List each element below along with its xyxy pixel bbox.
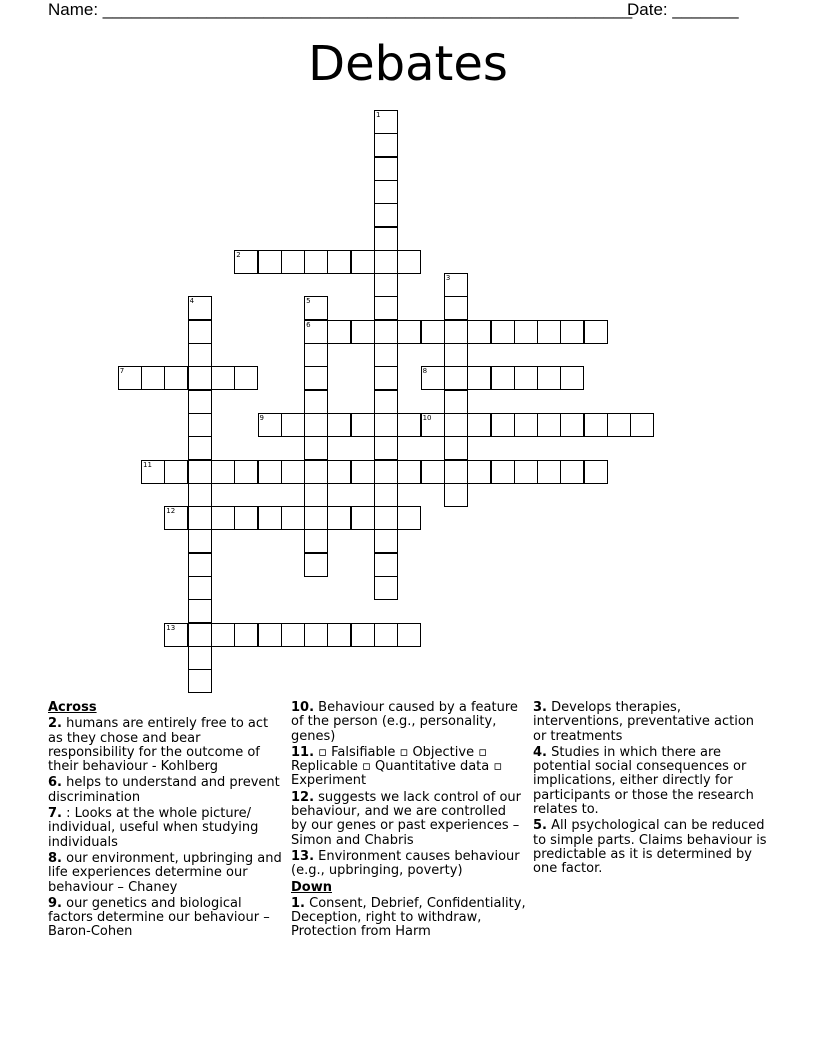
- clue-item: [48, 776, 283, 805]
- clues-column-2: [291, 701, 526, 942]
- grid-cell[interactable]: [164, 366, 188, 390]
- grid-cell[interactable]: [351, 250, 375, 274]
- clues-column-3: [533, 701, 768, 879]
- clue-number: 9: [259, 413, 264, 422]
- grid-cell[interactable]: [327, 506, 351, 530]
- grid-cell[interactable]: [304, 320, 328, 344]
- grid-cell[interactable]: [304, 296, 328, 320]
- clue-item-number: 6.: [48, 775, 62, 791]
- grid-cell[interactable]: [304, 506, 328, 530]
- grid-cell[interactable]: [188, 460, 212, 484]
- grid-cell[interactable]: [374, 227, 398, 251]
- grid-cell[interactable]: [118, 366, 142, 390]
- clue-item-text: Environment causes behaviour (e.g., upbringing, poverty): [291, 848, 520, 879]
- clue-item-text: Consent, Debrief, Confidentiality, Deception, right to withdraw, Protection from Harm: [291, 895, 526, 940]
- grid-cell[interactable]: [351, 460, 375, 484]
- grid-cell[interactable]: [444, 273, 468, 297]
- grid-cell[interactable]: [467, 413, 491, 437]
- grid-cell[interactable]: [164, 623, 188, 647]
- grid-cell[interactable]: [188, 553, 212, 577]
- clue-item: [48, 897, 283, 940]
- grid-cell[interactable]: [374, 273, 398, 297]
- clue-item-text: ▫ Falsifiable ▫ Objective ▫ Replicable ▫ Quantitative data ▫ Experiment: [291, 744, 503, 789]
- clue-item-text: our environment, upbringing and life experiences determine our behaviour – Chaney: [48, 850, 282, 895]
- grid-cell[interactable]: [327, 320, 351, 344]
- grid-cell[interactable]: [188, 436, 212, 460]
- grid-cell[interactable]: [281, 250, 305, 274]
- grid-cell[interactable]: [467, 460, 491, 484]
- grid-cell[interactable]: [188, 390, 212, 414]
- grid-cell[interactable]: [141, 460, 165, 484]
- grid-cell[interactable]: [537, 460, 561, 484]
- grid-cell[interactable]: [514, 320, 538, 344]
- grid-cell[interactable]: [584, 413, 608, 437]
- clue-number: 8: [422, 367, 428, 376]
- clue-item-text: : Looks at the whole picture/ individual, useful when studying individuals: [48, 806, 259, 850]
- grid-cell[interactable]: [491, 460, 515, 484]
- grid-cell[interactable]: [421, 366, 445, 390]
- grid-cell[interactable]: [304, 413, 328, 437]
- clue-item-number: 8.: [48, 850, 62, 866]
- down-heading: Down: [291, 879, 332, 895]
- grid-cell[interactable]: [258, 506, 282, 530]
- clue-item: [291, 791, 526, 848]
- grid-cell[interactable]: [327, 250, 351, 274]
- clue-number: 11: [143, 460, 152, 469]
- grid-cell[interactable]: [560, 460, 584, 484]
- clue-item-number: 5.: [533, 818, 547, 834]
- grid-cell[interactable]: [234, 250, 258, 274]
- clue-item-text: Studies in which there are potential social consequences or implications, either directly for participants or those the research relates to.: [533, 744, 754, 818]
- grid-cell[interactable]: [211, 366, 235, 390]
- clue-item: [291, 850, 526, 879]
- clue-item-number: 2.: [48, 716, 62, 732]
- grid-cell[interactable]: [444, 320, 468, 344]
- clue-item: [533, 701, 768, 744]
- grid-cell[interactable]: [560, 413, 584, 437]
- grid-cell[interactable]: [234, 366, 258, 390]
- grid-cell[interactable]: [467, 366, 491, 390]
- grid-cell[interactable]: [537, 320, 561, 344]
- grid-cell[interactable]: [234, 623, 258, 647]
- grid-cell[interactable]: [351, 413, 375, 437]
- grid-cell[interactable]: [188, 366, 212, 390]
- grid-cell[interactable]: [374, 483, 398, 507]
- grid-cell[interactable]: [188, 413, 212, 437]
- clue-item-text: All psychological can be reduced to simple parts. Claims behaviour is predictable as it is determined by one factor.: [533, 818, 767, 877]
- grid-cell[interactable]: [560, 366, 584, 390]
- grid-cell[interactable]: [327, 460, 351, 484]
- grid-cell[interactable]: [188, 529, 212, 553]
- grid-cell[interactable]: [584, 320, 608, 344]
- clue-item: [48, 807, 283, 850]
- grid-cell[interactable]: [281, 623, 305, 647]
- grid-cell[interactable]: [374, 157, 398, 181]
- grid-cell[interactable]: [374, 553, 398, 577]
- grid-cell[interactable]: [374, 133, 398, 157]
- clue-item-text: suggests we lack control of our behaviour, and we are controlled by our genes or past experiences – Simon and Chabris: [291, 789, 521, 848]
- clue-number: 12: [166, 507, 176, 516]
- grid-cell[interactable]: [421, 320, 445, 344]
- grid-cell[interactable]: [304, 366, 328, 390]
- grid-cell[interactable]: [351, 623, 375, 647]
- grid-cell[interactable]: [188, 623, 212, 647]
- grid-cell[interactable]: [258, 250, 282, 274]
- clue-item: [291, 746, 526, 789]
- clue-number: 1: [376, 111, 381, 119]
- grid-cell[interactable]: [351, 506, 375, 530]
- grid-cell[interactable]: [397, 250, 421, 274]
- clue-item: [48, 717, 283, 774]
- grid-cell[interactable]: [327, 623, 351, 647]
- grid-cell[interactable]: [304, 553, 328, 577]
- clue-item-text: humans are entirely free to act as they chose and bear responsibility for the outcome of their behaviour - Kohlberg: [48, 716, 269, 775]
- clue-item-number: 1.: [291, 895, 305, 911]
- clues-column-1: [48, 701, 283, 942]
- grid-cell[interactable]: [444, 413, 468, 437]
- grid-cell[interactable]: [444, 343, 468, 367]
- grid-cell[interactable]: [397, 506, 421, 530]
- clue-item: [291, 897, 526, 940]
- grid-cell[interactable]: [630, 413, 654, 437]
- grid-cell[interactable]: [258, 623, 282, 647]
- grid-cell[interactable]: [304, 250, 328, 274]
- grid-cell[interactable]: [514, 460, 538, 484]
- grid-cell[interactable]: [374, 436, 398, 460]
- grid-cell[interactable]: [491, 320, 515, 344]
- clue-item: [533, 819, 768, 876]
- grid-cell[interactable]: [234, 506, 258, 530]
- grid-cell[interactable]: [258, 460, 282, 484]
- grid-cell[interactable]: [211, 623, 235, 647]
- clue-item-text: helps to understand and prevent discrimination: [48, 775, 280, 805]
- grid-cell[interactable]: [141, 366, 165, 390]
- grid-cell[interactable]: [397, 413, 421, 437]
- grid-cell[interactable]: [374, 203, 398, 227]
- grid-cell[interactable]: [421, 460, 445, 484]
- clue-item-text: Develops therapies, interventions, preventative action or treatments: [533, 700, 755, 744]
- clue-number: 3: [445, 274, 451, 283]
- grid-cell[interactable]: [374, 460, 398, 484]
- clue-item: [291, 701, 526, 744]
- grid-cell[interactable]: [397, 320, 421, 344]
- grid-cell[interactable]: [164, 460, 188, 484]
- clue-item-number: 9.: [48, 895, 62, 911]
- grid-cell[interactable]: [304, 483, 328, 507]
- grid-cell[interactable]: [374, 110, 398, 134]
- date-field[interactable]: Date: _______: [627, 0, 739, 19]
- grid-cell[interactable]: [374, 180, 398, 204]
- grid-cell[interactable]: [164, 506, 188, 530]
- grid-cell[interactable]: [444, 390, 468, 414]
- clue-item-text: Behaviour caused by a feature of the person (e.g., personality, genes): [291, 700, 518, 744]
- grid-cell[interactable]: [304, 623, 328, 647]
- grid-cell[interactable]: [537, 366, 561, 390]
- across-heading: Across: [48, 700, 97, 715]
- grid-cell[interactable]: [188, 506, 212, 530]
- grid-cell[interactable]: [444, 366, 468, 390]
- clue-number: 10: [422, 413, 432, 422]
- grid-cell[interactable]: [491, 413, 515, 437]
- grid-cell[interactable]: [444, 483, 468, 507]
- grid-cell[interactable]: [374, 296, 398, 320]
- clue-item-number: 3.: [533, 700, 547, 715]
- grid-cell[interactable]: [188, 483, 212, 507]
- page-title: Debates: [308, 36, 508, 92]
- clue-number: 13: [166, 623, 176, 632]
- grid-cell[interactable]: [351, 320, 375, 344]
- grid-cell[interactable]: [211, 460, 235, 484]
- grid-cell[interactable]: [304, 460, 328, 484]
- name-field[interactable]: Name: ________________________________________________________: [48, 0, 633, 19]
- clue-item-number: 7.: [48, 806, 62, 822]
- grid-cell[interactable]: [444, 436, 468, 460]
- grid-cell[interactable]: [211, 506, 235, 530]
- grid-cell[interactable]: [188, 599, 212, 623]
- clue-item-number: 13.: [291, 848, 315, 864]
- grid-cell[interactable]: [258, 413, 282, 437]
- clue-number: 4: [189, 297, 195, 306]
- grid-cell[interactable]: [374, 390, 398, 414]
- clue-item-number: 12.: [291, 789, 315, 805]
- grid-cell[interactable]: [374, 250, 398, 274]
- grid-cell[interactable]: [327, 413, 351, 437]
- clue-item-number: 4.: [533, 744, 547, 760]
- grid-cell[interactable]: [514, 413, 538, 437]
- grid-cell[interactable]: [444, 296, 468, 320]
- grid-cell[interactable]: [281, 413, 305, 437]
- grid-cell[interactable]: [188, 343, 212, 367]
- grid-cell[interactable]: [584, 460, 608, 484]
- clue-item-text: our genetics and biological factors determine our behaviour – Baron-Cohen: [48, 895, 270, 940]
- grid-cell[interactable]: [304, 343, 328, 367]
- grid-cell[interactable]: [374, 320, 398, 344]
- grid-cell[interactable]: [304, 436, 328, 460]
- clue-number: 5: [306, 297, 311, 306]
- grid-cell[interactable]: [188, 296, 212, 320]
- clue-item: [48, 852, 283, 895]
- grid-cell[interactable]: [560, 320, 584, 344]
- grid-cell[interactable]: [234, 460, 258, 484]
- grid-cell[interactable]: [188, 646, 212, 670]
- grid-cell[interactable]: [607, 413, 631, 437]
- grid-cell[interactable]: [374, 413, 398, 437]
- clue-number: 2: [236, 250, 241, 259]
- grid-cell[interactable]: [188, 669, 212, 693]
- grid-cell[interactable]: [537, 413, 561, 437]
- grid-cell[interactable]: [374, 366, 398, 390]
- grid-cell[interactable]: [467, 320, 491, 344]
- grid-cell[interactable]: [421, 413, 445, 437]
- clue-item-number: 11.: [291, 744, 315, 760]
- grid-cell[interactable]: [281, 506, 305, 530]
- grid-cell[interactable]: [374, 506, 398, 530]
- grid-cell[interactable]: [397, 623, 421, 647]
- grid-cell[interactable]: [304, 390, 328, 414]
- clue-item-number: 10.: [291, 700, 315, 715]
- grid-cell[interactable]: [374, 623, 398, 647]
- grid-cell[interactable]: [397, 460, 421, 484]
- grid-cell[interactable]: [514, 366, 538, 390]
- grid-cell[interactable]: [188, 576, 212, 600]
- grid-cell[interactable]: [304, 529, 328, 553]
- grid-cell[interactable]: [374, 529, 398, 553]
- grid-cell[interactable]: [374, 343, 398, 367]
- grid-cell[interactable]: [444, 460, 468, 484]
- grid-cell[interactable]: [374, 576, 398, 600]
- grid-cell[interactable]: [281, 460, 305, 484]
- clue-item: [533, 746, 768, 817]
- clue-number: 6: [306, 320, 311, 329]
- grid-cell[interactable]: [188, 320, 212, 344]
- clue-number: 7: [119, 367, 125, 376]
- grid-cell[interactable]: [491, 366, 515, 390]
